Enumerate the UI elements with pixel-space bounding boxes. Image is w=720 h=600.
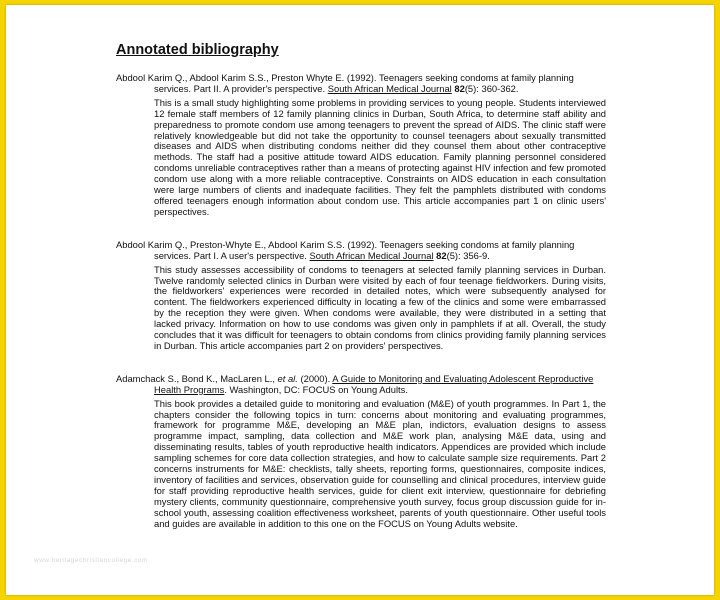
citation-authors: Abdool Karim Q., Preston-Whyte E., Abdool Karim S.S. (1992). Teenagers seeking condoms at family planning services. Part I. A user's perspective. (116, 238, 575, 261)
citation-volume: 82 (436, 249, 447, 261)
citation-year: (2000). (297, 372, 333, 384)
citation-journal: South African Medical Journal (327, 82, 452, 94)
document-frame (6, 5, 714, 595)
citation-guide-title: A Guide to Monitoring and Evaluating Adolescent Reproductive Health Programs (154, 372, 594, 395)
page-title: Annotated bibliography (116, 42, 279, 58)
citation-etal: et al. (277, 372, 298, 384)
citation (116, 240, 606, 262)
citation-authors: Adamchack S., Bond K., MacLaren L., (116, 372, 278, 384)
document-page (116, 41, 606, 552)
bibliography-entry-3 (116, 374, 606, 530)
annotation-text: This book provides a detailed guide to monitoring and evaluation (M&E) of youth programmes. In Part 1, the chapters consider the following topics in turn: concerns about monitoring and evaluating programmes, framework for programme M&E, developing an M&E plan, indictors, evaluation designs to assess programme impact, sampling, data collection and M&E work plan, analysing M&E data, using and disseminating results, tables of youth reproductive health indicators. Appendices are provided which include sampling schemes for core data collection strategies, and how to calculate sample size requirements. Part 2 concerns instruments for M&E: checklists, tally sheets, reporting forms, questionnaires, composite indices, inventory of facilities and services, observation guide for counselling and clinical procedures, interview guide for staff providing reproductive health services, guide for client exit interview, questionnaire for debriefing mystery clients, community questionnaire, comprehensive youth survey, focus group discussion guide for in-school youth, assessing coalition effectiveness worksheet, parents of youth questionnaire. Other useful tools and guides are available in addition to this one on the FOCUS on Young Adults website. (154, 397, 606, 529)
citation (116, 374, 606, 396)
watermark: www.heritagechristiancollege.com (34, 557, 148, 564)
bibliography-entry-2 (116, 240, 606, 352)
citation-volume: 82 (454, 82, 465, 94)
citation-pages: (5): 360-362. (464, 82, 519, 94)
bibliography-entry-1 (116, 73, 606, 218)
citation-journal: South African Medical Journal (309, 249, 434, 261)
citation (116, 73, 606, 95)
citation-pages: (5): 356-9. (446, 249, 490, 261)
annotation-text: This is a small study highlighting some problems in providing services to young people. Students interviewed 12 female staff members of 12 family planning clinics in Durban, South Africa, to determine staff ability and preparedness to promote condom use among teenagers to prevent the spread of AIDS. The clinic staff were relatively knowledgeable but did not take the opportunity to counsel teenagers about sexually transmitted diseases and AIDS when distributing condoms neither did they counsel them about other contraceptive methods. The staff had a positive attitude toward AIDS education. Family planning personnel considered condoms unreliable contraceptives rather than a means of protecting against HIV infection and few promoted condom use along with a more reliable contraceptive. Constraints on AIDS education in each consultation were large numbers of clients and inadequate facilities. They felt the pamphlets distributed with condoms offered teenagers enough information about condom use. This article accompanies part 1 on clinic users' perspectives. (154, 96, 606, 217)
citation-publisher: . Washington, DC: FOCUS on Young Adults. (224, 383, 408, 395)
citation-authors: Abdool Karim Q., Abdool Karim S.S., Preston Whyte E. (1992). Teenagers seeking condoms at family planning services. Part II. A provider's perspective. (116, 72, 574, 94)
annotation-text: This study assesses accessibility of condoms to teenagers at selected family planning services in Durban. Twelve randomly selected clinics in Durban were visited by each of four teenage fieldworkers. During visits, the fieldworkers' experiences were recorded in detailed notes, which were subsequently analysed for content. The fieldworkers experienced difficulty in locating a few of the clinics and some were embarrassed by the reception they were given. When condoms were available, they were distributed in a setting that lacked privacy. Information on how to use condoms was given only in pamphlets if at all. Overall, the study concludes that it was difficult for teenagers to obtain condoms from clinics providing family planning services in Durban. This article accompanies part 2 on providers' perspectives. (154, 263, 606, 351)
